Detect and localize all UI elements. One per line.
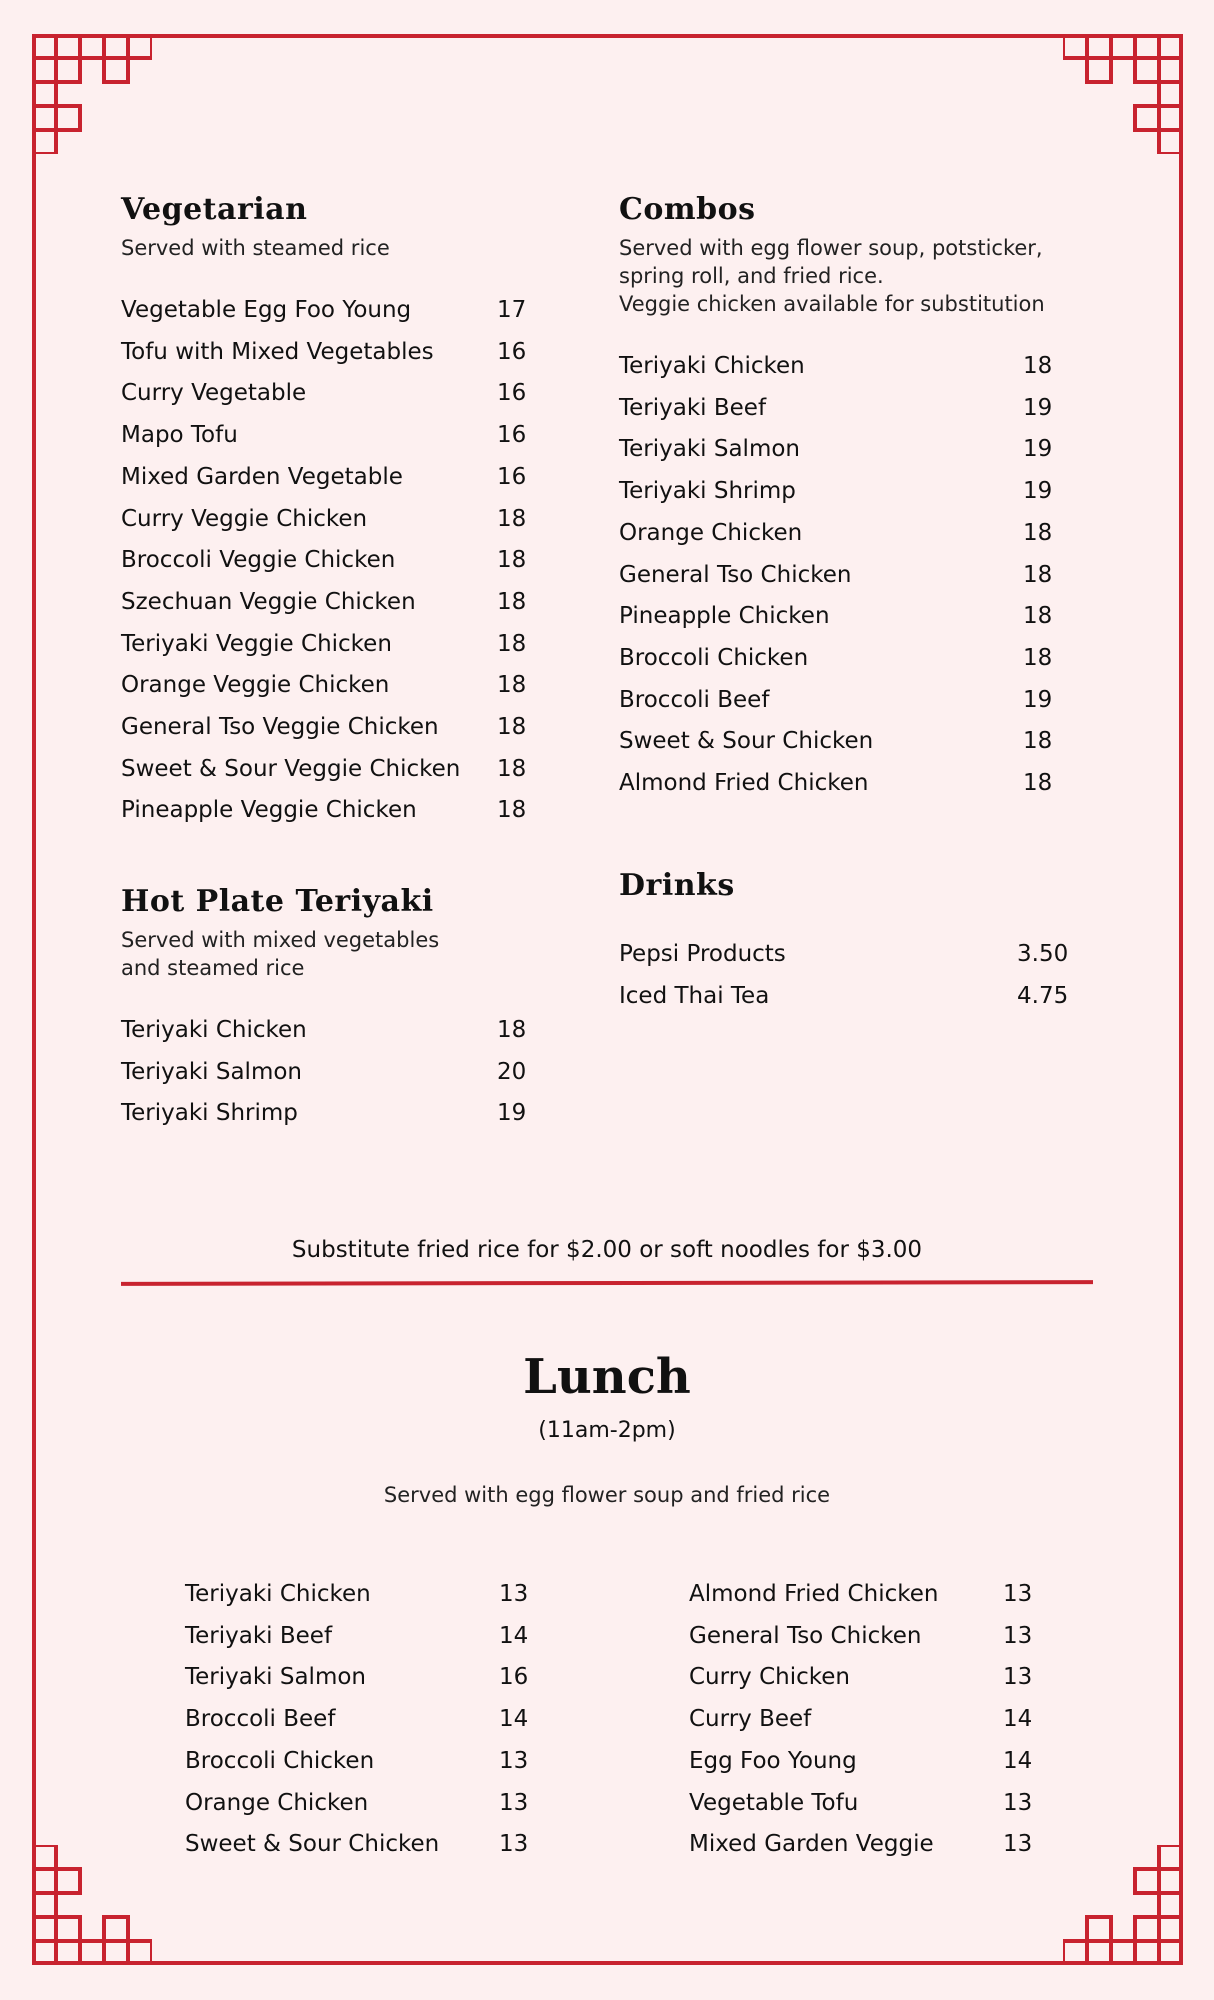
menu-item — [121, 415, 531, 457]
menu-item — [619, 429, 1069, 471]
menu-item — [185, 1783, 529, 1825]
menu-item — [121, 1010, 531, 1052]
item-price: 18 — [497, 672, 527, 699]
menu-item — [121, 1093, 531, 1135]
item-name: Curry Beef — [689, 1706, 812, 1733]
item-name: Orange Chicken — [619, 519, 803, 546]
item-price: 18 — [497, 755, 527, 782]
item-name: Teriyaki Chicken — [619, 353, 805, 379]
item-name: Sweet & Sour Chicken — [185, 1831, 440, 1858]
hot-plate-description-line: and steamed rice — [121, 956, 305, 980]
item-price: 16 — [497, 380, 527, 407]
item-price: 13 — [499, 1789, 529, 1816]
combos-description-line: Veggie chicken available for substitution — [619, 292, 1045, 316]
item-price: 16 — [497, 338, 527, 365]
item-price: 20 — [497, 1058, 527, 1085]
drinks-item-list — [619, 934, 1069, 1017]
item-price: 18 — [1023, 603, 1053, 630]
lunch-left-column — [185, 1574, 529, 1866]
item-price: 14 — [1003, 1747, 1033, 1774]
item-price: 13 — [1003, 1581, 1033, 1607]
item-name: Orange Veggie Chicken — [121, 672, 390, 699]
hot-plate-item-list — [121, 1010, 531, 1135]
item-price: 13 — [499, 1747, 529, 1774]
item-name: Teriyaki Veggie Chicken — [121, 630, 392, 657]
lunch-title: Lunch — [523, 1349, 691, 1405]
item-name: General Tso Chicken — [689, 1622, 922, 1649]
item-name: Mapo Tofu — [121, 422, 238, 449]
menu-item — [619, 976, 1069, 1018]
item-name: Szechuan Veggie Chicken — [121, 588, 416, 615]
item-price: 19 — [1023, 436, 1053, 463]
vegetarian-description: Served with steamed rice — [121, 236, 390, 260]
vegetarian-title: Vegetarian — [121, 192, 308, 227]
item-name: Pineapple Chicken — [619, 603, 830, 630]
item-price: 18 — [497, 505, 527, 532]
menu-item — [185, 1699, 529, 1741]
menu-item — [689, 1741, 1033, 1783]
menu-item — [619, 638, 1069, 680]
menu-item — [121, 749, 531, 791]
item-name: Broccoli Beef — [185, 1706, 336, 1733]
item-price: 18 — [497, 547, 527, 574]
item-name: Broccoli Chicken — [185, 1747, 375, 1774]
lunch-right-column — [689, 1574, 1033, 1866]
menu-item — [121, 582, 531, 624]
hot-plate-section — [121, 882, 531, 1135]
item-name: Orange Chicken — [185, 1789, 369, 1816]
item-price: 13 — [499, 1831, 529, 1858]
item-name: Teriyaki Salmon — [185, 1664, 367, 1691]
item-name: Curry Veggie Chicken — [121, 505, 368, 532]
menu-item — [121, 290, 531, 332]
combos-item-list — [619, 346, 1069, 805]
item-name: Sweet & Sour Veggie Chicken — [121, 755, 461, 782]
menu-item — [121, 1052, 531, 1094]
menu-item — [121, 707, 531, 749]
menu-item — [185, 1657, 529, 1699]
menu-item — [185, 1616, 529, 1658]
item-price: 18 — [497, 1017, 527, 1043]
combos-description — [619, 234, 1069, 318]
lattice-corner-top-right — [1063, 34, 1183, 154]
item-name: Egg Foo Young — [689, 1747, 857, 1774]
menu-item — [619, 555, 1069, 597]
item-name: Teriyaki Chicken — [121, 1017, 307, 1043]
item-name: Teriyaki Beef — [185, 1622, 333, 1649]
hot-plate-description-line: Served with mixed vegetables — [121, 928, 440, 952]
lunch-hours: (11am-2pm) — [538, 1418, 676, 1443]
menu-item — [619, 934, 1069, 976]
menu-item — [185, 1741, 529, 1783]
item-name: Almond Fried Chicken — [689, 1581, 939, 1607]
item-price: 13 — [1003, 1622, 1033, 1649]
menu-item — [689, 1657, 1033, 1699]
item-price: 18 — [497, 588, 527, 615]
item-name: Iced Thai Tea — [619, 982, 770, 1009]
item-price: 18 — [1023, 519, 1053, 546]
item-price: 13 — [1003, 1664, 1033, 1691]
item-name: Pineapple Veggie Chicken — [121, 797, 417, 824]
item-name: Teriyaki Salmon — [619, 436, 801, 463]
menu-item — [619, 513, 1069, 555]
menu-item — [121, 665, 531, 707]
menu-item — [689, 1783, 1033, 1825]
item-price: 13 — [1003, 1789, 1033, 1816]
item-price: 18 — [1023, 561, 1053, 588]
item-price: 18 — [1023, 770, 1053, 797]
menu-item — [121, 332, 531, 374]
item-price: 19 — [497, 1100, 527, 1127]
combos-title: Combos — [619, 192, 756, 227]
menu-item — [185, 1824, 529, 1866]
menu-item — [121, 540, 531, 582]
item-name: Teriyaki Chicken — [185, 1581, 371, 1607]
item-price: 13 — [499, 1581, 529, 1607]
combos-description-line: Served with egg flower soup, potsticker, — [619, 236, 1043, 260]
item-name: Curry Vegetable — [121, 380, 307, 407]
menu-item — [619, 346, 1069, 388]
item-price: 3.50 — [1017, 941, 1069, 967]
item-name: Teriyaki Shrimp — [121, 1100, 298, 1127]
menu-item — [121, 624, 531, 666]
item-price: 19 — [1023, 394, 1053, 421]
lattice-corner-top-left — [32, 34, 152, 154]
vegetarian-item-list — [121, 290, 531, 832]
item-name: Vegetable Egg Foo Young — [121, 297, 412, 323]
item-price: 16 — [497, 463, 527, 490]
vegetarian-section — [121, 190, 531, 832]
lattice-corner-bottom-right — [1063, 1845, 1183, 1965]
item-price: 19 — [1023, 478, 1053, 505]
hot-plate-description — [121, 926, 531, 982]
menu-item — [121, 499, 531, 541]
item-name: Vegetable Tofu — [689, 1789, 859, 1816]
item-name: Pepsi Products — [619, 941, 786, 967]
item-price: 18 — [1023, 728, 1053, 755]
item-price: 14 — [1003, 1706, 1033, 1733]
item-name: Almond Fried Chicken — [619, 770, 869, 797]
item-name: Mixed Garden Veggie — [689, 1831, 934, 1858]
item-name: Broccoli Chicken — [619, 644, 809, 671]
menu-item — [619, 680, 1069, 722]
item-price: 18 — [497, 797, 527, 824]
menu-item — [121, 373, 531, 415]
menu-item — [689, 1699, 1033, 1741]
item-name: Broccoli Veggie Chicken — [121, 547, 396, 574]
item-name: Mixed Garden Vegetable — [121, 463, 403, 490]
item-price: 17 — [497, 297, 527, 323]
item-name: Teriyaki Shrimp — [619, 478, 796, 505]
combos-section — [619, 190, 1069, 805]
hot-plate-title: Hot Plate Teriyaki — [121, 884, 434, 919]
item-price: 14 — [499, 1706, 529, 1733]
menu-item — [121, 457, 531, 499]
item-name: Teriyaki Beef — [619, 394, 767, 421]
menu-item — [121, 790, 531, 832]
item-price: 13 — [1003, 1831, 1033, 1858]
menu-item — [619, 388, 1069, 430]
item-price: 18 — [497, 714, 527, 741]
menu-item — [185, 1574, 529, 1616]
menu-item — [619, 763, 1069, 805]
item-name: Sweet & Sour Chicken — [619, 728, 874, 755]
menu-item — [689, 1574, 1033, 1616]
menu-item — [689, 1616, 1033, 1658]
menu-item — [619, 596, 1069, 638]
item-name: Teriyaki Salmon — [121, 1058, 303, 1085]
combos-description-line: spring roll, and fried rice. — [619, 264, 884, 288]
menu-item — [619, 471, 1069, 513]
lattice-corner-bottom-left — [32, 1845, 152, 1965]
item-price: 4.75 — [1017, 982, 1069, 1009]
lunch-description: Served with egg flower soup and fried rice — [383, 1483, 831, 1507]
menu-item — [619, 721, 1069, 763]
substitution-note: Substitute fried rice for $2.00 or soft noodles for $3.00 — [291, 1237, 923, 1263]
drinks-title: Drinks — [619, 868, 735, 903]
item-price: 16 — [497, 422, 527, 449]
drinks-section — [619, 866, 1069, 1017]
item-price: 19 — [1023, 686, 1053, 713]
item-name: Broccoli Beef — [619, 686, 770, 713]
item-name: Tofu with Mixed Vegetables — [121, 338, 434, 365]
item-price: 18 — [1023, 644, 1053, 671]
item-name: Curry Chicken — [689, 1664, 850, 1691]
item-price: 14 — [499, 1622, 529, 1649]
item-price: 18 — [497, 630, 527, 657]
item-name: General Tso Veggie Chicken — [121, 714, 439, 741]
item-name: General Tso Chicken — [619, 561, 852, 588]
item-price: 16 — [499, 1664, 529, 1691]
item-price: 18 — [1023, 353, 1053, 379]
menu-item — [689, 1824, 1033, 1866]
